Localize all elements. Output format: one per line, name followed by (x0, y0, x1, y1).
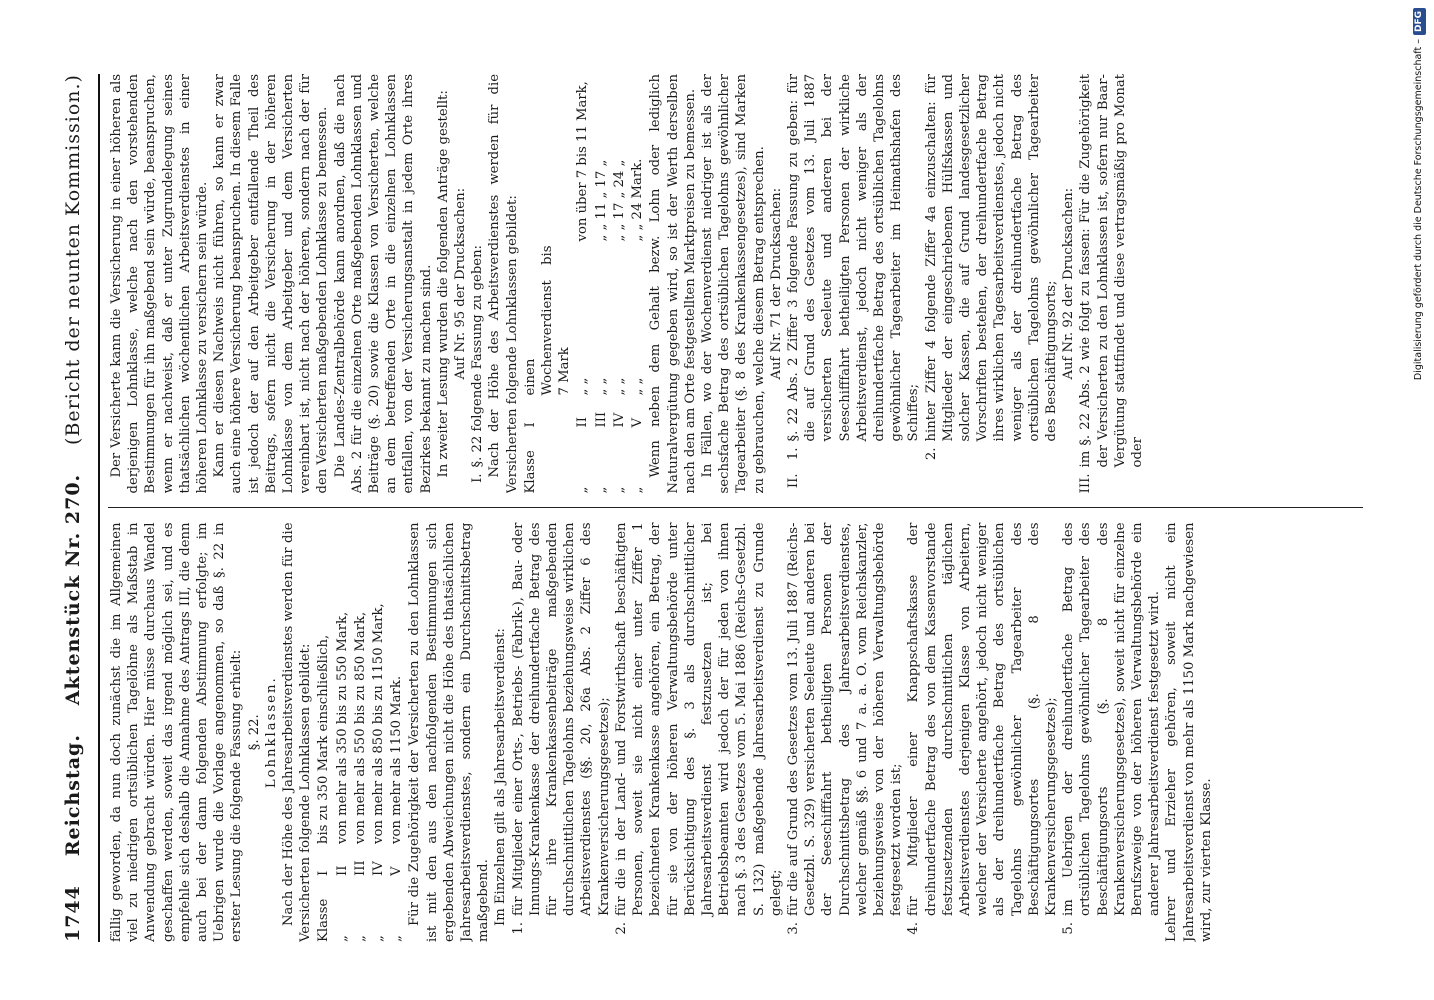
klasse-text: bis zu 350 Mark einschließlich, (316, 634, 332, 844)
list-item (785, 523, 905, 943)
item-number: 2. (613, 922, 629, 935)
section-subtitle: Lohnklassen. (263, 676, 279, 789)
motion-list (469, 74, 486, 494)
klasse-prefix: „ (630, 486, 646, 494)
klasse-prefix: Klasse (522, 450, 538, 494)
klasse-row (522, 74, 574, 494)
item-number: 2. (923, 447, 939, 461)
paragraph: Im Einzelnen gilt als Jahresarbeitsverdienst: (493, 628, 509, 926)
klasse-number: III (352, 860, 368, 876)
item-number: III. (1078, 473, 1094, 494)
right-column (108, 74, 1363, 494)
digitization-credit (1410, 8, 1428, 993)
paragraph: fällig geworden, da nun doch zunächst die im Allgemeinen viel zu niedrigen ortsüblichen Tagelöhne als Maßstab in Anwendung gebracht würden. Hier müsse durchaus Wandel geschaffen werden, soweit das irgend möglich sei, und es empfehle sich deshalb die Annahme des Antrags III, die denn auch bei der dann folgenden Abstimmung erfolgte; im Uebrigen wurde die Vorlage angenommen, so daß §. 22 in erster Lesung die folgende Fassung erhielt: (109, 522, 245, 942)
item-text (785, 74, 1060, 468)
item-number: 3. (785, 922, 801, 935)
item-text: im Uebrigen der dreihundertfache Betrag des ortsüblichen Tagelohns gewöhnlicher Tagearbeiter des Beschäftigungsorts (§. 8 des Krankenversicherungsgesetzes), soweit nicht für einzelne Berufszweige von der höheren Verwaltungsbehörde ein anderer Jahresarbeitsverdienst festgesetzt wird. (1061, 522, 1163, 916)
list-item (510, 523, 613, 943)
page-number: 1744 (62, 885, 84, 942)
document-number: Aktenstück Nr. 270. (62, 473, 84, 706)
list-item (1077, 74, 1146, 494)
list-item (1060, 523, 1163, 943)
sub-list (785, 74, 1060, 468)
item-number: 4. (906, 922, 922, 935)
paragraph: In zweiter Lesung wurden die folgenden Anträge gestellt: (435, 90, 451, 478)
klasse-number: I (316, 870, 332, 876)
klasse-row (388, 523, 405, 943)
item-text: §. 22 Abs. 2 Ziffer 3 folgende Fassung zu geben: für die auf Grund des Gesetzes vom 13. Juli 1887 versicherten Seeleute und anderen bei der Seeschifffahrt betheiligten Personen der wirkliche Arbeitsverdienst, jedoch nicht weniger als der dreihundertfache Betrag des ortsüblichen Tagelohns gewöhnlicher Tagearbeiter im Heimathshafen des Schiffes; (785, 74, 922, 442)
klasse-text: „ „ (611, 377, 627, 396)
klasse-row (593, 74, 610, 494)
klasse-prefix: „ (352, 935, 368, 942)
left-column (108, 523, 1363, 943)
klasse-number: IV (611, 412, 627, 428)
klasse-number: V (389, 866, 405, 876)
item-number: 1. (785, 447, 801, 461)
section-heading: §. 22. (246, 714, 262, 751)
item-number: II. (785, 473, 801, 489)
klasse-text: von mehr als 1150 Mark. (389, 675, 405, 844)
klasse-range: von über 7 bis 11 Mark, (575, 81, 591, 242)
paragraph: Die Landes-Zentralbehörde kann anordnen, daß die nach Abs. 2 für die einzelnen Orte maßgebenden Lohnklassen und Beiträge (§. 20) sowie die Klassen von Versicherten, welche an dem betreffenden Orte in die einzelnen Lohnklassen entfallen, von der Versicherungsanstalt in jedem Orte ihres Bezirkes bekannt zu machen sind. (332, 74, 434, 494)
klasse-row (629, 74, 646, 494)
klasse-row (315, 523, 332, 943)
drucksache-heading: Auf Nr. 95 der Drucksachen: (453, 187, 469, 380)
klasse-number: III (593, 411, 609, 428)
column-divider (108, 508, 1363, 509)
item-text: für die auf Grund des Gesetzes vom 13. Juli 1887 (Reichs-Gesetzbl. S. 329) versicherten Seeleute und anderen bei der Seeschifffahrt betheiligten Personen der Durchschnittsbetrag des Jahresarbeitsverdienstes, welcher gemäß §§. 6 und 7 a. a. O. vom Reichskanzler, beziehungsweise von der höheren Verwaltungsbehörde festgesetzt worden ist; (785, 522, 905, 916)
running-head (62, 74, 92, 942)
klasse-text: einen Wochenverdienst bis 7 Mark (522, 245, 573, 396)
paragraph: Lehrer und Erzieher gehören, soweit nicht ein Jahresarbeitsverdienst von mehr als 1150 Mark nachgewiesen wird, zur vierten Klasse. (1164, 522, 1214, 942)
klasse-number: II (575, 417, 591, 428)
list-item (469, 74, 486, 494)
klasse-prefix: „ (575, 486, 591, 494)
klasse-text: von mehr als 350 bis zu 550 Mark, (334, 611, 350, 844)
item-text: im §. 22 Abs. 2 wie folgt zu fassen: Für die Zugehörigkeit der Versicherten zu den Lohnklassen ist, sofern nur Baar-Vergütung stattfindet und diese vertragsmäßig pro Monat oder (1078, 74, 1145, 468)
klasse-text: „ „ (575, 377, 591, 396)
dfg-logo: DFG (1413, 8, 1426, 35)
paragraph: Für die Zugehörigkeit der Versicherten zu den Lohnklassen ist mit den aus den nachfolgenden Bestimmungen sich ergebenden Abweichungen nicht die Höhe des thatsächlichen Jahresarbeitsverdienstes, sondern ein Durchschnittsbetrag maßgebend. (407, 522, 492, 942)
item-text: §. 22 folgende Fassung zu geben: (470, 245, 486, 468)
klasse-range (522, 74, 574, 242)
klasse-range: „ „ 24 Mark. (630, 158, 646, 242)
credit-text: Digitalisierung gefördert durch die Deutsche Forschungsgemeinschaft – (1413, 39, 1424, 381)
klasse-row (334, 523, 351, 943)
list-item (923, 74, 1061, 468)
motion-list (1077, 74, 1146, 494)
klasse-prefix: „ (611, 486, 627, 494)
item-text: für Mitglieder einer Knappschaftskasse der dreihundertfache Betrag des von dem Kassenvorstande festzusetzenden durchschnittlichen täglichen Arbeitsverdienstes derjenigen Klasse von Arbeitern, welcher der Versicherte angehört, jedoch nicht weniger als der dreihundertfache Betrag des ortsüblichen Tagelohns gewöhnlicher Tagearbeiter des Beschäftigungsortes (§. 8 des Krankenversicherungsgesetzes); (906, 522, 1059, 916)
item-number: I. (470, 473, 486, 483)
klasse-range: „ „ 11 „ 17 „ (593, 159, 609, 242)
header-rule (98, 74, 100, 942)
paragraph: Kann er diesen Nachweis nicht führen, so kann er zwar auch eine höhere Versicherung beanspruchen. In diesem Falle ist jedoch der auf den Arbeitgeber entfallende Theil des Beitrags, sofern nicht die Versicherung in der höheren Lohnklasse von dem Arbeitgeber und dem Versicherten vereinbart ist, nicht nach der höheren, sondern nach der für den Versicherten maßgebenden Lohnklasse zu bemessen. (212, 74, 331, 494)
item-number: 5. (1061, 922, 1077, 935)
klasse-prefix: Klasse (316, 898, 332, 942)
klasse-prefix: „ (371, 935, 387, 942)
klasse-range: „ „ 17 „ 24 „ (611, 159, 627, 242)
list-item (613, 523, 785, 943)
klasse-prefix: „ (593, 486, 609, 494)
klasse-number: II (334, 865, 350, 876)
klasse-number: V (630, 417, 646, 428)
klasse-row (370, 523, 387, 943)
drucksache-heading: Auf Nr. 71 der Drucksachen: (768, 187, 784, 380)
paragraph: Nach der Höhe des Arbeitsverdienstes werden für die Versicherten folgende Lohnklassen gebildet: (487, 74, 520, 494)
klasse-number: IV (371, 861, 387, 876)
item-text: für Mitglieder einer Orts-, Betriebs- (Fabrik-), Bau- oder Innungs-Krankenkasse der dreihundertfache Betrag des für ihre Krankenkassenbeiträge maßgebenden durchschnittlichen Tagelohns beziehungsweise wirklichen Arbeitsverdienstes (§§. 20, 26a Abs. 2 Ziffer 6 des Krankenversicherungsgesetzes); (510, 522, 612, 916)
klasse-prefix: „ (334, 935, 350, 942)
klasse-row (352, 523, 369, 943)
klasse-number: I (522, 422, 538, 428)
paragraph: Nach der Höhe des Jahresarbeitsverdienstes werden für die Versicherten folgende Lohnklassen gebildet: (281, 522, 314, 942)
item-text: hinter Ziffer 4 folgende Ziffer 4a einzuschalten: für Mitglieder der eingeschriebenen Hülfskassen und solcher Kassen, die auf Grund landesgesetzlicher Vorschriften bestehen, der dreihundertfache Betrag ihres wirklichen Tagesarbeitsverdienstes, jedoch nicht weniger als der dreihundertfache Betrag des ortsüblichen Tagelohns gewöhnlicher Tagearbeiter des Beschäftigungsorts; (923, 74, 1059, 442)
drucksache-heading: Auf Nr. 92 der Drucksachen: (1061, 187, 1077, 380)
klasse-row (611, 74, 628, 494)
text-columns (108, 74, 1363, 942)
klasse-text: „ „ (593, 377, 609, 396)
item-number: 1. (510, 922, 526, 935)
paragraph: Wenn neben dem Gehalt bezw. Lohn oder lediglich Naturalvergütung gegeben wird, so ist der Werth derselben nach den am Orte festgestellten Marktpreisen zu bemessen. (648, 74, 698, 494)
motion-list (785, 74, 1060, 494)
klasse-text: von mehr als 550 bis zu 850 Mark, (352, 611, 368, 844)
klasse-text: von mehr als 850 bis zu 1150 Mark, (371, 603, 387, 844)
klasse-prefix: „ (389, 935, 405, 942)
report-title: (Bericht der neunten Kommission.) (62, 74, 84, 445)
item-text: für die in der Land- und Forstwirthschaft beschäftigten Personen, soweit sie nicht einer unter Ziffer 1 bezeichneten Krankenkasse angehören, ein Betrag, der für sie von der höheren Verwaltungsbehörde unter Berücksichtigung des §. 3 als durchschnittlicher Jahresarbeitsverdienst festzusetzen ist; bei Betriebsbeamten wird jedoch der für jeden von ihnen nach §. 3 des Gesetzes vom 5. Mai 1886 (Reichs-Gesetzbl. S. 132) maßgebende Jahresarbeitsverdienst zu Grunde gelegt; (613, 522, 784, 916)
numbered-list (510, 523, 1164, 943)
list-item (785, 74, 1060, 494)
paragraph: Der Versicherte kann die Versicherung in einer höheren als derjenigen Lohnklasse, welche nach den vorstehenden Bestimmungen für ihn maßgebend sein würde, beanspruchen, wenn er nachweist, daß er unter Zugrundelegung seines thatsächlichen wöchentlichen Arbeitsverdienstes in einer höheren Lohnklasse zu versichern sein würde. (109, 74, 211, 494)
publication-title: Reichstag. (62, 734, 84, 857)
weekly-klassen-list (522, 74, 646, 494)
klasse-text: „ „ (630, 377, 646, 396)
list-item (905, 523, 1060, 943)
klasse-row (574, 74, 591, 494)
list-item (785, 74, 923, 468)
paragraph: In Fällen, wo der Wochenverdienst niedriger ist als der sechsfache Betrag des ortsüblichen Tagelohns gewöhnlicher Tagearbeiter (§. 8 des Krankenkassengesetzes), sind Marken zu gebrauchen, welche diesem Betrag entsprechen. (699, 74, 767, 494)
klassen-list (315, 523, 405, 943)
